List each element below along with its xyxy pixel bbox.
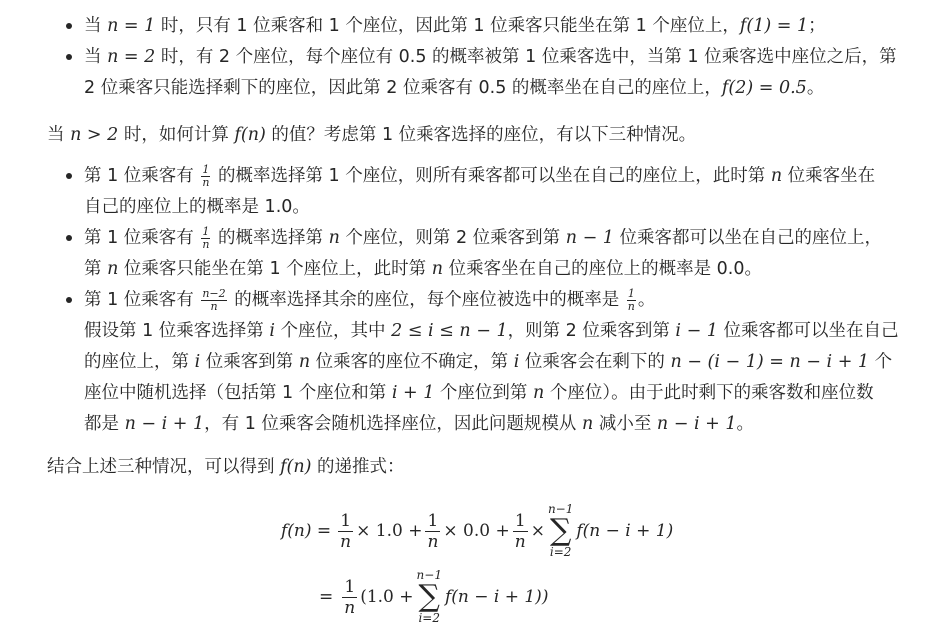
text: 第 [84,259,108,279]
formula-term: f(n − i + 1) [576,521,674,541]
text: 自己的座位上的概率是 1.0。 [84,197,310,217]
text: 位乘客都可以坐在自己 [717,321,899,341]
math: n [298,352,311,372]
math: i [194,352,201,372]
text: 的值？考虑第 1 位乘客选择的座位，有以下三种情况。 [265,125,697,145]
text: ，则第 2 位乘客到第 [507,321,676,341]
math: 2 ≤ i ≤ n − 1 [391,321,508,341]
text: 位乘客坐在自己的座位上的概率是 0.0。 [443,259,762,279]
math: n [582,414,594,434]
math: f(n) [280,457,312,477]
math: n [107,259,119,279]
formula-term: f(n − i + 1)) [444,587,549,607]
formula-term: × 1.0 + [356,521,423,541]
formula-row-2 [319,566,548,628]
formula-row-1 [281,500,673,562]
math: f(n) [234,125,266,145]
text: 2 位乘客只能选择剩下的座位，因此第 2 位乘客有 0.5 的概率坐在自己的座位上， [84,78,722,98]
text: 减小至 [593,414,657,434]
text: 个座位，其中 [274,321,392,341]
fraction: $\frac{1}{n}$ [344,576,356,618]
math: n − i + 1 [656,414,737,434]
text: 位乘客的座位不确定，第 [310,352,514,372]
text: 。 [806,78,825,98]
text: ，有 1 位乘客会随机选择座位，因此问题规模从 [204,414,582,434]
formula-term: × 0.0 + [443,521,510,541]
list-item [0,285,941,440]
math: n = 1 [107,16,156,36]
text: 结合上述三种情况，可以得到 [47,457,281,477]
fraction: $\frac{1}{n}$ [514,510,526,552]
combine-paragraph [47,452,405,483]
text: 的概率选择第 1 个座位，则所有乘客都可以坐在自己的座位上，此时第 [212,166,771,186]
text: 的概率选择第 [212,228,329,248]
text: 位乘客到第 [200,352,299,372]
math: n > 2 [70,125,119,145]
text: 当 [84,16,108,36]
text: 个座位，则第 2 位乘客到第 [339,228,566,248]
text: 个 [869,352,893,372]
text: 的递推式： [311,457,405,477]
base-cases-list [0,11,941,104]
fraction: $\frac{n-2}{n}$ [202,286,226,313]
text: 位乘客都可以坐在自己的座位上， [613,228,882,248]
math: n [431,259,444,279]
text: 个座位）。由于此时剩下的乘客数和座位数 [544,383,874,403]
text: 个座位到第 [434,383,533,403]
text: ； [808,16,826,36]
text: 位乘客会在剩下的 [519,352,671,372]
math: f(2) = 0.5 [721,78,807,98]
math: n = 2 [107,47,156,67]
math: n [328,228,340,248]
text: 时，如何计算 [118,125,235,145]
fraction: $\frac{1}{n}$ [627,286,635,313]
math: n − (i − 1) = n − i + 1 [670,352,870,372]
math: i − 1 [675,321,718,341]
math: n [770,166,783,186]
text: 当 [84,47,108,67]
fraction: $\frac{1}{n}$ [202,224,210,251]
fraction: $\frac{1}{n}$ [202,162,210,189]
list-item [0,11,941,42]
text: 第 1 位乘客有 [84,228,200,248]
math: n [533,383,545,403]
list-item [0,42,941,104]
text: 时，只有 1 位乘客和 1 个座位，因此第 1 位乘客只能坐在第 1 个座位上， [155,16,740,36]
math: i [269,321,275,341]
list-item [0,223,941,285]
math: n − 1 [565,228,614,248]
formula-term: × [530,521,545,541]
list-item [0,161,941,223]
intro-paragraph [47,120,696,151]
text: 当 [47,125,71,145]
formula-lhs: f(n) = [281,521,332,541]
text: 假设第 1 位乘客选择第 [84,321,270,341]
formula-term: (1.0 + [360,587,414,607]
math: i + 1 [391,383,435,403]
summation: n−1 ∑ i=2 [547,502,574,559]
fraction: $\frac{1}{n}$ [340,510,352,552]
math: n − i + 1 [124,414,205,434]
text: 。 [637,290,656,310]
math: f(1) = 1 [739,16,809,36]
text: 。 [736,414,755,434]
text: 位乘客坐在 [782,166,876,186]
text: 时，有 2 个座位，每个座位有 0.5 的概率被第 1 位乘客选中，当第 1 位乘客选中座位之后，第 [155,47,897,67]
text: 位乘客只能坐在第 1 个座位上，此时第 [118,259,432,279]
summation: n−1 ∑ i=2 [416,568,442,625]
text: 座位中随机选择（包括第 1 个座位和第 [84,383,392,403]
three-cases-list [0,161,941,440]
formula-equals: = [319,587,334,607]
fraction: $\frac{1}{n}$ [427,510,439,552]
math: i [513,352,520,372]
text: 都是 [84,414,125,434]
text: 的概率选择其余的座位，每个座位被选中的概率是 [228,290,625,310]
text: 第 1 位乘客有 [84,166,200,186]
text: 的座位上，第 [84,352,195,372]
text: 第 1 位乘客有 [84,290,200,310]
